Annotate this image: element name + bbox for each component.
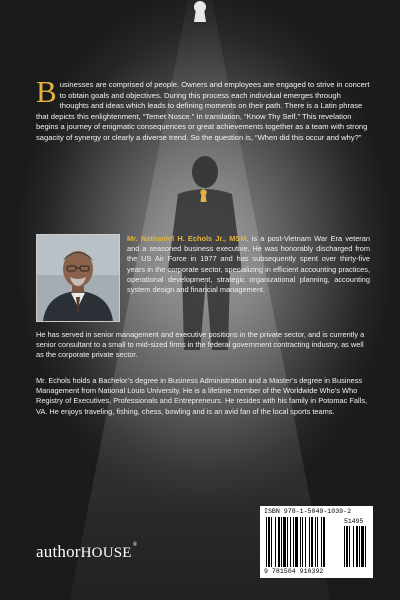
publisher-name-upper: HOUSE bbox=[80, 545, 132, 561]
barcode-addon: 51495 bbox=[344, 518, 364, 525]
author-bio-intro bbox=[127, 234, 370, 295]
drop-cap: B bbox=[36, 74, 57, 109]
author-bio-text: is a post-Vietnam War Era veteran and a seasoned business executive. He was honorably discharged from the US Air Force in 1977 and has subsequently spent over thirty-five years in the corporate sector, specializing in efficient accounting practices, operational development, strategic organizational planning, accounting system design and financial management. bbox=[127, 234, 370, 295]
blurb-text: usinesses are comprised of people. Owners and employees are engaged to strive in concert to obtain goals and objectives. During this process each individual emerges through thoughts and ideas which leads to defining moments on their path. There is a Latin phrase that depicts this enlightenment, “Temet Nosce.” In translation, “Know Thy Self.” This revelation begins a journey of enigmatic consequences or great achievements together as a team with strong sagacity of synergy or clearly a diverse trend. So the question is, “When did this occur and why?” bbox=[36, 80, 370, 142]
keyhole-top-icon bbox=[185, 0, 215, 22]
author-name: Mr. Nathaniel H. Echols Jr., MSM, bbox=[127, 234, 249, 243]
publisher-name-lower: author bbox=[36, 542, 81, 561]
back-cover-blurb bbox=[36, 74, 370, 143]
barcode-ean-digits: 9 781504 910392 bbox=[264, 568, 324, 575]
isbn-label: ISBN 978-1-5049-1039-2 bbox=[264, 508, 352, 515]
registered-mark: ® bbox=[132, 542, 138, 548]
author-bio-career: He has served in senior management and executive positions in the private sector, and is currently a senior consultant to a small to mid-sized firms in the federal government contracting industry, as well as the corporate private sector. bbox=[36, 330, 365, 360]
isbn-barcode bbox=[260, 506, 373, 578]
keyhole-icon bbox=[199, 189, 208, 202]
publisher-logo bbox=[36, 542, 137, 562]
author-bio-education: Mr. Echols holds a Bachelor’s degree in Business Administration and a Master’s degree in Business Management from National Louis University. He is a lifetime member of the Worldwide Who’s Who Registry of Executives, Professionals and Entrepreneurs. He resides with his family in Potomac Falls, VA. He enjoys traveling, fishing, chess, bowling and is an avid fan of the local sports teams. bbox=[36, 376, 368, 416]
author-photo bbox=[36, 234, 120, 322]
